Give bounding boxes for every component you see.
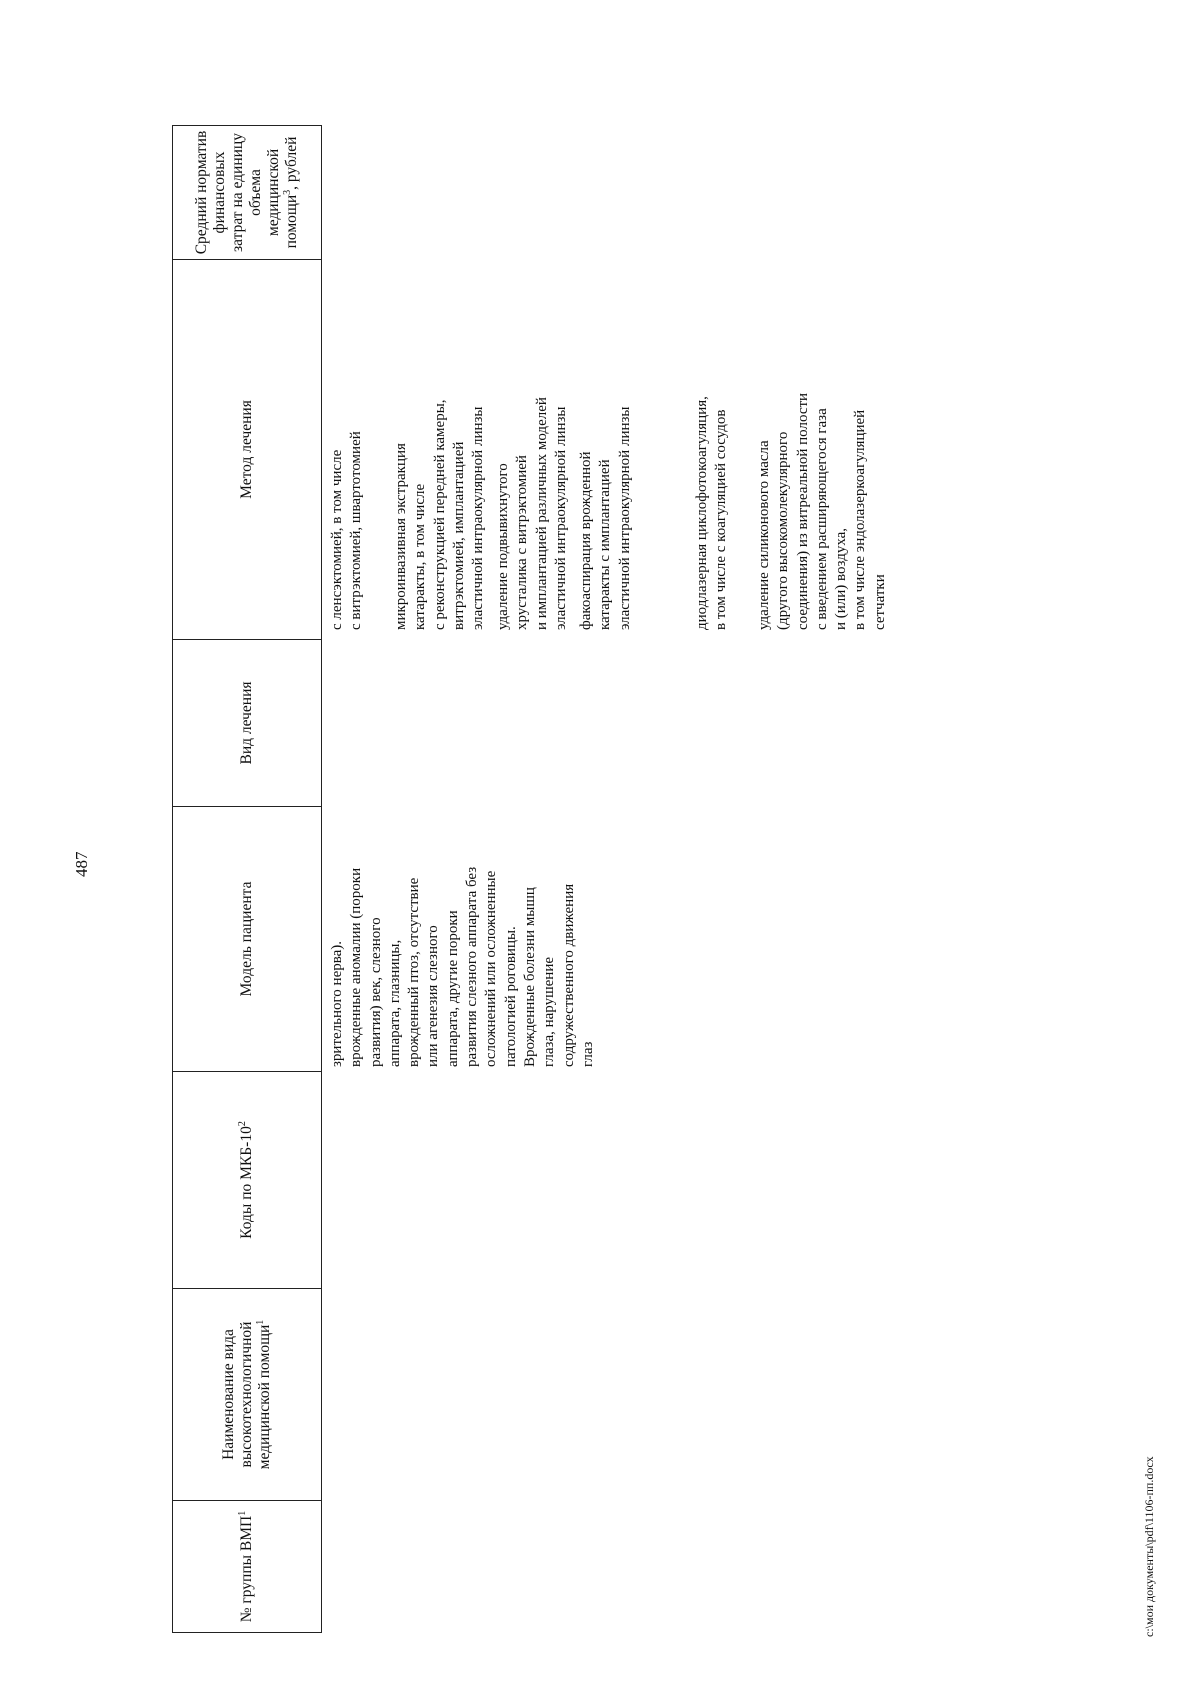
header-treatment-method bbox=[173, 260, 322, 640]
table-row bbox=[322, 126, 323, 1633]
header-treatment-type bbox=[173, 640, 322, 807]
header-text: Метод лечения bbox=[238, 400, 255, 499]
header-text: Модель пациента bbox=[238, 881, 255, 997]
header-text: № группы ВМП bbox=[238, 1515, 255, 1623]
header-cost-norm bbox=[173, 126, 322, 260]
method-2: микроинвазивная экстракция катаракты, в том числе с реконструкцией передней камеры, витрэктомией, имплантацией эластичной интраокулярной линзы bbox=[393, 399, 487, 630]
page-number: 487 bbox=[72, 851, 91, 877]
header-patient-model bbox=[173, 807, 322, 1072]
footnote-mark: 2 bbox=[236, 1121, 248, 1127]
header-text: Наименование вида высокотехнологичной медицинской помощи bbox=[220, 1321, 273, 1470]
footnote-mark: 3 bbox=[281, 189, 293, 195]
method-4: факоаспирация врожденной катаракты с имплантацией эластичной интраокулярной линзы bbox=[578, 406, 633, 630]
footnote-mark: 1 bbox=[236, 1510, 248, 1516]
footnote-mark: 1 bbox=[254, 1319, 266, 1325]
table-header-row bbox=[173, 126, 322, 1633]
header-text: Вид лечения bbox=[238, 681, 255, 765]
header-vmp-name bbox=[173, 1289, 322, 1501]
method-1: с ленсэктомией, в том числе с витрэктомией, швартотомией bbox=[329, 431, 365, 630]
header-text: Коды по МКБ-10 bbox=[238, 1126, 255, 1239]
header-icd-codes bbox=[173, 1072, 322, 1289]
file-path-footer: c:\мои документы\pdf\1106-пп.docx bbox=[1142, 1456, 1156, 1637]
header-text: , рублей bbox=[283, 136, 300, 190]
vmp-table bbox=[172, 125, 322, 1633]
patient-model-text: зрительного нерва). врожденные аномалии (пороки развития) век, слезного аппарата, глазницы, врожденный птоз, отсутствие или агенезия слезного аппарата, другие пороки развития слезного аппарата без осложнений или осложненные патологией роговицы. Врожденные болезни мышц глаза, нарушение содружественного движения глаз bbox=[329, 866, 596, 1067]
header-text: Средний норматив финансовых затрат на единицу объема медицинской помощи bbox=[193, 130, 300, 255]
method-5: диодлазерная циклофотокоагуляция, в том числе с коагуляцией сосудов bbox=[694, 396, 730, 630]
method-6: удаление силиконового масла (другого высокомолекулярного соединения) из витреальной полости с введением расширяющегося газа и (или) воздуха, в том числе эндолазеркоагуляцией сетчатки bbox=[756, 392, 888, 630]
method-3: удаление подвывихнутого хрусталика с витрэктомией и имплантацией различных моделей эластичной интраокулярной линзы bbox=[495, 397, 569, 630]
header-group-number bbox=[173, 1501, 322, 1633]
